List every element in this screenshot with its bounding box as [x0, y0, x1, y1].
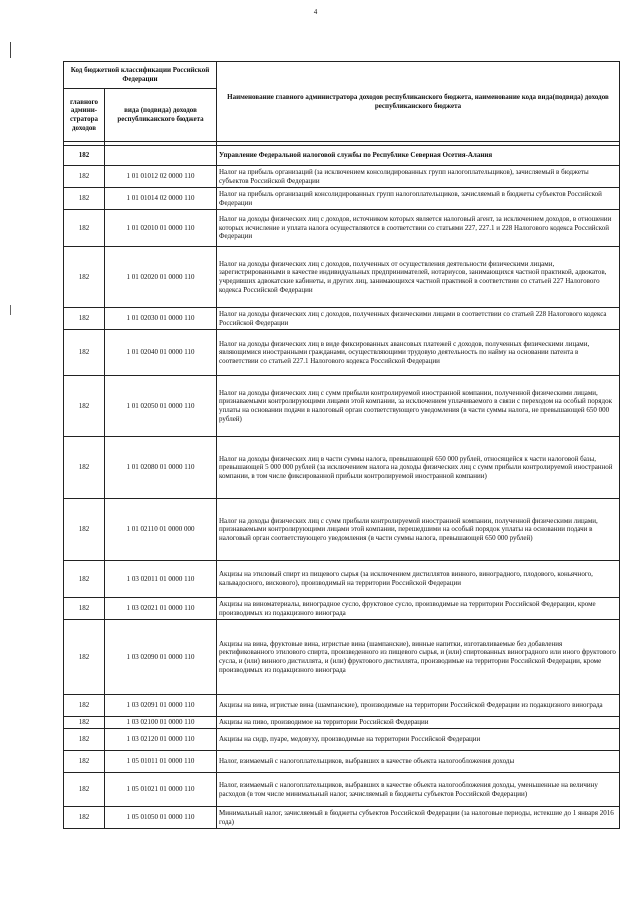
revenue-code-cell: 1 01 02080 01 0000 110 [105, 437, 217, 499]
revenue-name-cell: Акцизы на этиловый спирт из пищевого сырья (за исключением дистиллятов винного, виноградного, плодового, коньячного, кальвадосного, вискового), производимый на территории Российской Федерации [217, 561, 620, 598]
revenue-code-cell: 1 01 02040 01 0000 110 [105, 330, 217, 376]
revenue-code-cell: 1 01 01012 02 0000 110 [105, 166, 217, 188]
table-row [64, 330, 620, 376]
revenue-code-cell: 1 03 02011 01 0000 110 [105, 561, 217, 598]
table-row [64, 620, 620, 695]
admin-code-cell: 182 [64, 308, 105, 330]
revenue-name-cell: Акцизы на сидр, пуаре, медовуху, производимые на территории Российской Федерации [217, 729, 620, 751]
page-number: 4 [313, 8, 318, 16]
admin-code-header: главного админи-стратора доходов [64, 89, 105, 142]
revenue-classification-table [63, 61, 620, 829]
admin-code-cell: 182 [64, 717, 105, 729]
revenue-code-cell: 1 01 02030 01 0000 110 [105, 308, 217, 330]
admin-code-cell: 182 [64, 330, 105, 376]
revenue-code-cell: 1 01 02110 01 0000 000 [105, 499, 217, 561]
table-row [64, 188, 620, 210]
revenue-name-cell: Налог на прибыль организаций консолидированных групп налогоплательщиков, зачисляемый в бюджеты субъектов Российской Федерации [217, 188, 620, 210]
revenue-code-cell: 1 03 02091 01 0000 110 [105, 695, 217, 717]
table-row [64, 717, 620, 729]
name-column-header: Наименование главного администратора доходов республиканского бюджета, наименование кода вида(подвида) доходов республиканского бюджета [217, 62, 620, 142]
margin-mark [10, 42, 11, 58]
revenue-name-cell: Налог на доходы физических лиц в виде фиксированных авансовых платежей с доходов, полученных физическими лицами, являющимися иностранными гражданами, осуществляющими трудовую деятельность по найму на основании патента в соответствии со статьей 227.1 Налогового кодекса Российской Федерации [217, 330, 620, 376]
admin-code-cell: 182 [64, 807, 105, 829]
table-row [64, 598, 620, 620]
table-row [64, 807, 620, 829]
revenue-code-cell: 1 01 01014 02 0000 110 [105, 188, 217, 210]
kbk-group-header: Код бюджетной классификации Российской Федерации [64, 62, 217, 89]
revenue-code-cell: 1 03 02100 01 0000 110 [105, 717, 217, 729]
admin-code-cell: 182 [64, 437, 105, 499]
table-row [64, 499, 620, 561]
table-body [64, 146, 620, 829]
revenue-name-cell: Управление Федеральной налоговой службы по Республике Северная Осетия-Алания [217, 146, 620, 166]
revenue-name-cell: Налог, взимаемый с налогоплательщиков, выбравших в качестве объекта налогообложения доходы, уменьшенные на величину расходов (в том числе минимальный налог, зачисляемый в бюджеты субъектов Российской Федерации) [217, 773, 620, 807]
table-row [64, 437, 620, 499]
margin-mark [10, 305, 11, 315]
table-row [64, 695, 620, 717]
admin-code-cell: 182 [64, 210, 105, 247]
revenue-code-cell: 1 01 02020 01 0000 110 [105, 247, 217, 308]
table-row [64, 166, 620, 188]
admin-code-cell: 182 [64, 188, 105, 210]
revenue-name-cell: Налог на доходы физических лиц с доходов, источником которых является налоговый агент, за исключением доходов, в отношении которых исчисление и уплата налога осуществляются в соответствии со статьями 227, 227.1 и 228 Налогового кодекса Российской Федерации [217, 210, 620, 247]
table-row [64, 561, 620, 598]
revenue-code-cell: 1 03 02120 01 0000 110 [105, 729, 217, 751]
table-row [64, 773, 620, 807]
admin-code-cell: 182 [64, 146, 105, 166]
revenue-code-cell: 1 05 01050 01 0000 110 [105, 807, 217, 829]
admin-code-cell: 182 [64, 620, 105, 695]
revenue-code-cell: 1 01 02010 01 0000 110 [105, 210, 217, 247]
revenue-name-cell: Акцизы на вина, игристые вина (шампанские), производимые на территории Российской Федерации из подакцизного винограда [217, 695, 620, 717]
admin-code-cell: 182 [64, 499, 105, 561]
admin-code-cell: 182 [64, 561, 105, 598]
table-row [64, 247, 620, 308]
revenue-code-cell: 1 03 02021 01 0000 110 [105, 598, 217, 620]
table-row [64, 729, 620, 751]
revenue-name-cell: Налог на доходы физических лиц с сумм прибыли контролируемой иностранной компании, полученной физическими лицами, признаваемыми контролирующими лицами этой компании, перешедшими на особый порядок уплаты на основании подачи в налоговый орган соответствующего уведомления (в части суммы налога, превышающей 650 000 рублей) [217, 499, 620, 561]
admin-code-cell: 182 [64, 598, 105, 620]
revenue-name-cell: Акцизы на вина, фруктовые вина, игристые вина (шампанские), винные напитки, изготавливаемые без добавления ректификованного этилового спирта, произведенного из пищевого сырья, и (или) спиртованных виноградного или иного фруктового сусла, и (или) винного дистиллята, и (или) фруктового дистиллята, производимые на территории Российской Федерации, кроме производимых из подакцизного винограда [217, 620, 620, 695]
revenue-code-header: вида (подвида) доходов республиканского бюджета [105, 89, 217, 142]
admin-code-cell: 182 [64, 247, 105, 308]
revenue-code-cell [105, 146, 217, 166]
revenue-code-cell: 1 01 02050 01 0000 110 [105, 376, 217, 437]
table-row [64, 210, 620, 247]
admin-code-cell: 182 [64, 166, 105, 188]
admin-code-cell: 182 [64, 729, 105, 751]
admin-code-cell: 182 [64, 773, 105, 807]
revenue-code-cell: 1 05 01021 01 0000 110 [105, 773, 217, 807]
revenue-name-cell: Налог на доходы физических лиц в части суммы налога, превышающей 650 000 рублей, относящейся к части налоговой базы, превышающей 5 000 000 рублей (за исключением налога на доходы физических лиц с сумм прибыли контролируемой иностранной компании, в том числе фиксированной прибыли контролируемой иностранной компании) [217, 437, 620, 499]
revenue-name-cell: Акцизы на виноматериалы, виноградное сусло, фруктовое сусло, производимые на территории Российской Федерации, кроме производимых из подакцизного винограда [217, 598, 620, 620]
admin-code-cell: 182 [64, 695, 105, 717]
admin-code-cell: 182 [64, 376, 105, 437]
revenue-code-cell: 1 05 01011 01 0000 110 [105, 751, 217, 773]
table-row [64, 376, 620, 437]
table-row [64, 308, 620, 330]
table-row [64, 751, 620, 773]
revenue-name-cell: Минимальный налог, зачисляемый в бюджеты субъектов Российской Федерации (за налоговые периоды, истекшие до 1 января 2016 года) [217, 807, 620, 829]
revenue-name-cell: Налог на доходы физических лиц с сумм прибыли контролируемой иностранной компании, полученной физическими лицами, признаваемыми контролирующими лицами этой компании, за исключением уплачиваемого в связи с переходом на особый порядок уплаты на основании подачи в налоговый орган соответствующего уведомления (в части суммы налога, не превышающей 650 000 рублей) [217, 376, 620, 437]
revenue-name-cell: Налог на прибыль организаций (за исключением консолидированных групп налогоплательщиков), зачисляемый в бюджеты субъектов Российской Федерации [217, 166, 620, 188]
revenue-name-cell: Налог на доходы физических лиц с доходов, полученных от осуществления деятельности физическими лицами, зарегистрированными в качестве индивидуальных предпринимателей, нотариусов, занимающихся частной практикой, адвокатов, учредивших адвокатские кабинеты, и других лиц, занимающихся частной практикой в соответствии со статьей 227 Налогового кодекса Российской Федерации [217, 247, 620, 308]
revenue-name-cell: Акцизы на пиво, производимое на территории Российской Федерации [217, 717, 620, 729]
revenue-code-cell: 1 03 02090 01 0000 110 [105, 620, 217, 695]
admin-code-cell: 182 [64, 751, 105, 773]
table-row [64, 146, 620, 166]
revenue-name-cell: Налог на доходы физических лиц с доходов, полученных физическими лицами в соответствии со статьей 228 Налогового кодекса Российской Федерации [217, 308, 620, 330]
revenue-name-cell: Налог, взимаемый с налогоплательщиков, выбравших в качестве объекта налогообложения доходы [217, 751, 620, 773]
